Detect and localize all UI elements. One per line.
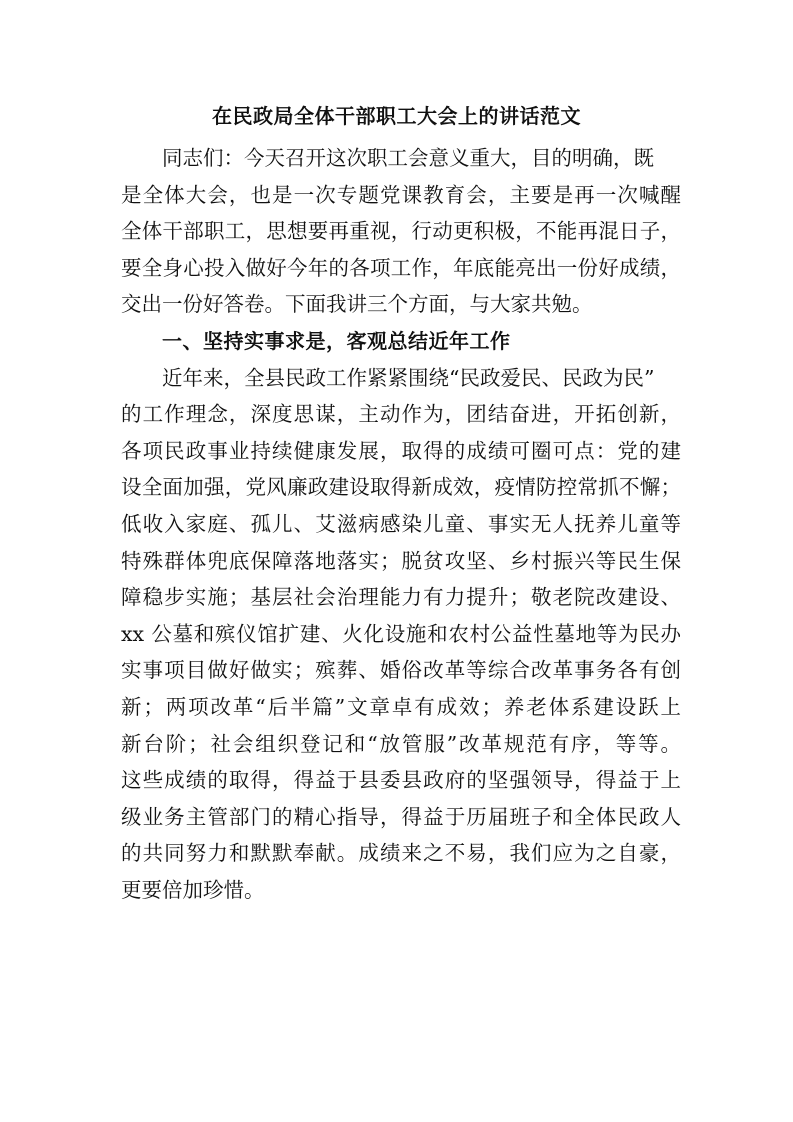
- paragraph-line: 设全面加强，党风廉政建设取得新成效，疫情防控常抓不懈；: [121, 475, 681, 500]
- paragraph-line: 是全体大会，也是一次专题党课教育会，主要是再一次喊醒: [121, 182, 681, 207]
- paragraph-line: 障稳步实施；基层社会治理能力有力提升；敬老院改建设、: [121, 585, 681, 610]
- paragraph-line: 新；两项改革“后半篇”文章卓有成效；养老体系建设跃上: [121, 694, 681, 719]
- paragraph-line: 级业务主管部门的精心指导，得益于历届班子和全体民政人: [121, 804, 681, 829]
- paragraph-line: 新台阶；社会组织登记和“放管服”改革规范有序，等等。: [121, 731, 681, 756]
- paragraph-line: 同志们：今天召开这次职工会意义重大，目的明确，既: [162, 146, 654, 170]
- paragraph-line: 要全身心投入做好今年的各项工作，年底能亮出一份好成绩，: [121, 255, 681, 280]
- paragraph-line: 实事项目做好做实；殡葬、婚俗改革等综合改革事务各有创: [121, 658, 681, 683]
- section-heading: 一、坚持实事求是，客观总结近年工作: [162, 328, 511, 353]
- paragraph-line: 这些成绩的取得，得益于县委县政府的坚强领导，得益于上: [121, 768, 681, 793]
- paragraph-line: 近年来，全县民政工作紧紧围绕“民政爱民、民政为民”: [162, 365, 655, 390]
- paragraph-line: 低收入家庭、孤儿、艾滋病感染儿童、事实无人抚养儿童等: [121, 511, 681, 536]
- document-body: [121, 140, 681, 908]
- paragraph-line: 交出一份好答卷。下面我讲三个方面，与大家共勉。: [121, 292, 593, 317]
- paragraph-line: 的共同努力和默默奉献。成绩来之不易，我们应为之自豪，: [121, 841, 681, 866]
- document-title: 在民政局全体干部职工大会上的讲话范文: [212, 104, 581, 128]
- paragraph-line: 全体干部职工，思想要再重视，行动更积极，不能再混日子，: [121, 219, 681, 244]
- paragraph-line: 特殊群体兜底保障落地落实；脱贫攻坚、乡村振兴等民生保: [121, 548, 681, 573]
- paragraph-line: 的工作理念，深度思谋，主动作为，团结奋进，开拓创新，: [121, 402, 681, 427]
- paragraph-line: xx 公墓和殡仪馆扩建、火化设施和农村公益性墓地等为民办: [121, 621, 681, 646]
- paragraph-line: 各项民政事业持续健康发展，取得的成绩可圈可点：党的建: [121, 438, 681, 463]
- paragraph-line: 更要倍加珍惜。: [121, 877, 265, 902]
